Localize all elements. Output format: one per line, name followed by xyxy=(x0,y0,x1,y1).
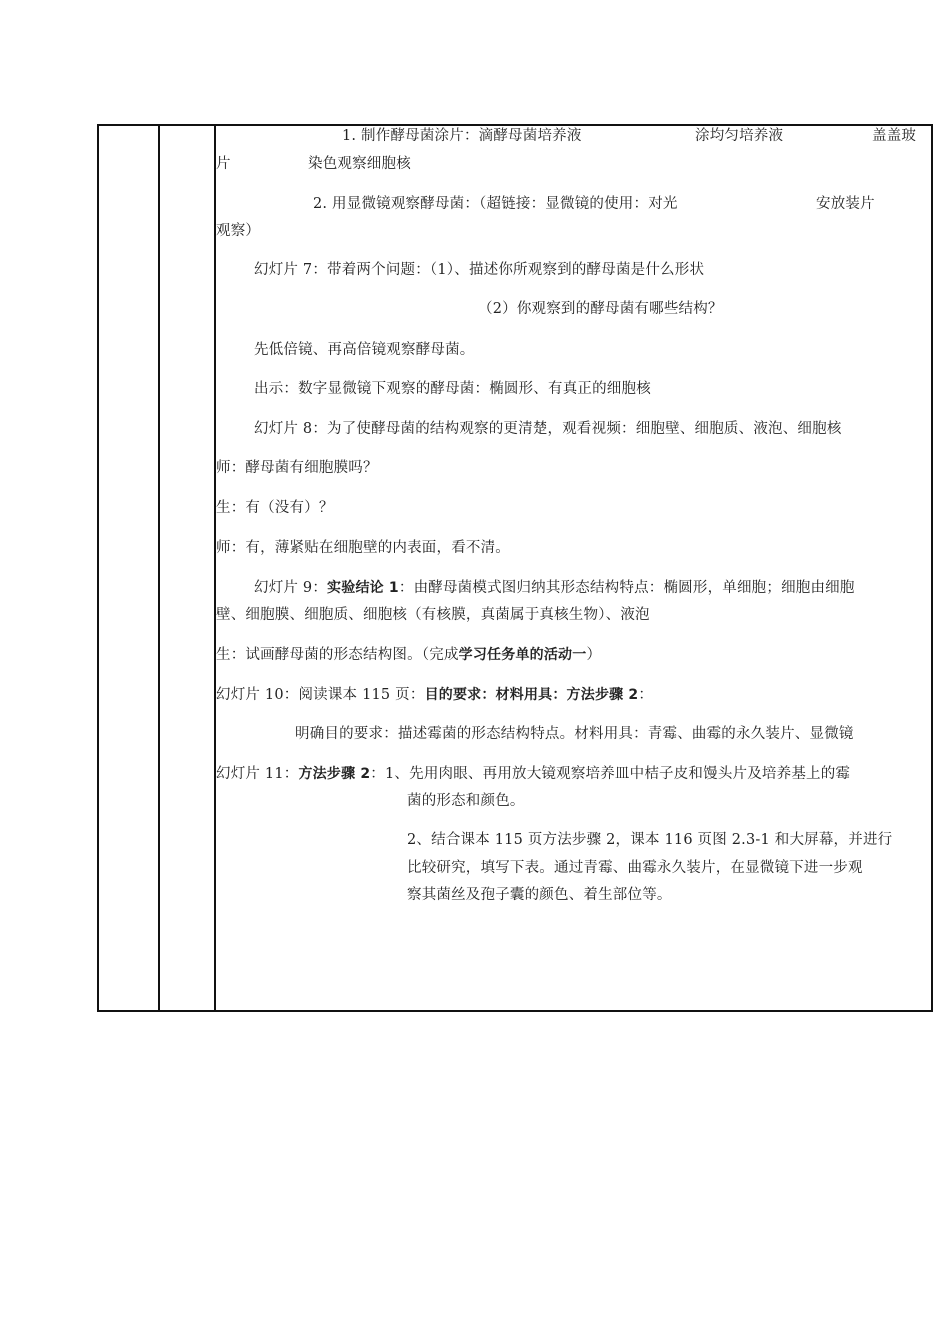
slide9-conclusion xyxy=(254,578,855,598)
slide11-line: 2、结合课本 115 页方法步骤 2，课本 116 页图 2.3-1 和大屏幕，并进行 xyxy=(407,832,893,848)
bold-text: 实验结论 1 xyxy=(327,580,399,596)
step1-text: 染色观察细胞核 xyxy=(308,156,411,172)
bold-text: 学习任务单的活动一 xyxy=(458,647,587,663)
text: 幻灯片 10：阅读课本 115 页： xyxy=(216,687,425,703)
slide11-line: 察其菌丝及孢子囊的颜色、着生部位等。 xyxy=(407,887,672,903)
slide11-line: 比较研究，填写下表。通过青霉、曲霉永久装片，在显微镜下进一步观 xyxy=(407,860,863,876)
slide9-conclusion: 壁、细胞膜、细胞质、细胞核（有核膜，真菌属于真核生物）、液泡 xyxy=(216,607,650,623)
slide11-line xyxy=(216,764,850,784)
slide10-line xyxy=(216,685,653,705)
step2-text: 观察） xyxy=(216,223,261,239)
bold-text: 方法步骤 2 xyxy=(298,766,371,782)
step1-text: 1. 制作酵母菌涂片：滴酵母菌培养液 xyxy=(342,128,582,144)
dialogue-line: 生：有（没有）？ xyxy=(216,500,334,516)
column-divider xyxy=(214,126,216,1010)
purpose-line: 明确目的要求：描述霉菌的形态结构特点。材料用具：青霉、曲霉的永久装片、显微镜 xyxy=(295,726,854,742)
step1-text: 涂均匀培养液 xyxy=(695,128,784,144)
step1-text: 盖盖玻 xyxy=(872,128,917,144)
slide7-question: 幻灯片 7：带着两个问题：（1）、描述你所观察到的酵母菌是什么形状 xyxy=(254,262,705,278)
column-divider xyxy=(158,126,160,1010)
lesson-table xyxy=(97,124,933,1012)
text: 幻灯片 11： xyxy=(216,766,299,782)
text: ：1、先用肉眼、再用放大镜观察培养皿中桔子皮和馒头片及培养基上的霉 xyxy=(370,766,851,782)
text: ： xyxy=(638,687,654,703)
slide7-question: （2）你观察到的酵母菌有哪些结构？ xyxy=(478,301,723,317)
slide11-line: 菌的形态和颜色。 xyxy=(407,793,525,809)
student-task xyxy=(216,645,601,665)
paragraph: 先低倍镜、再高倍镜观察酵母菌。 xyxy=(254,342,475,358)
paragraph: 幻灯片 8：为了使酵母菌的结构观察的更清楚，观看视频：细胞壁、细胞质、液泡、细胞核 xyxy=(254,421,842,437)
dialogue-line: 师：酵母菌有细胞膜吗？ xyxy=(216,460,378,476)
step2-text: 2. 用显微镜观察酵母菌：（超链接：显微镜的使用：对光 xyxy=(313,196,678,212)
text: ：由酵母菌模式图归纳其形态结构特点：椭圆形，单细胞；细胞由细胞 xyxy=(398,580,855,596)
paragraph: 出示：数字显微镜下观察的酵母菌：椭圆形、有真正的细胞核 xyxy=(254,381,651,397)
text: ） xyxy=(586,647,602,663)
text: 幻灯片 9： xyxy=(254,580,328,596)
text: 生：试画酵母菌的形态结构图。（完成 xyxy=(216,647,459,663)
step1-text: 片 xyxy=(216,156,231,172)
dialogue-line: 师：有，薄紧贴在细胞壁的内表面，看不清。 xyxy=(216,540,510,556)
bold-text: 目的要求：材料用具：方法步骤 2 xyxy=(424,687,639,703)
step2-text: 安放装片 xyxy=(816,196,875,212)
